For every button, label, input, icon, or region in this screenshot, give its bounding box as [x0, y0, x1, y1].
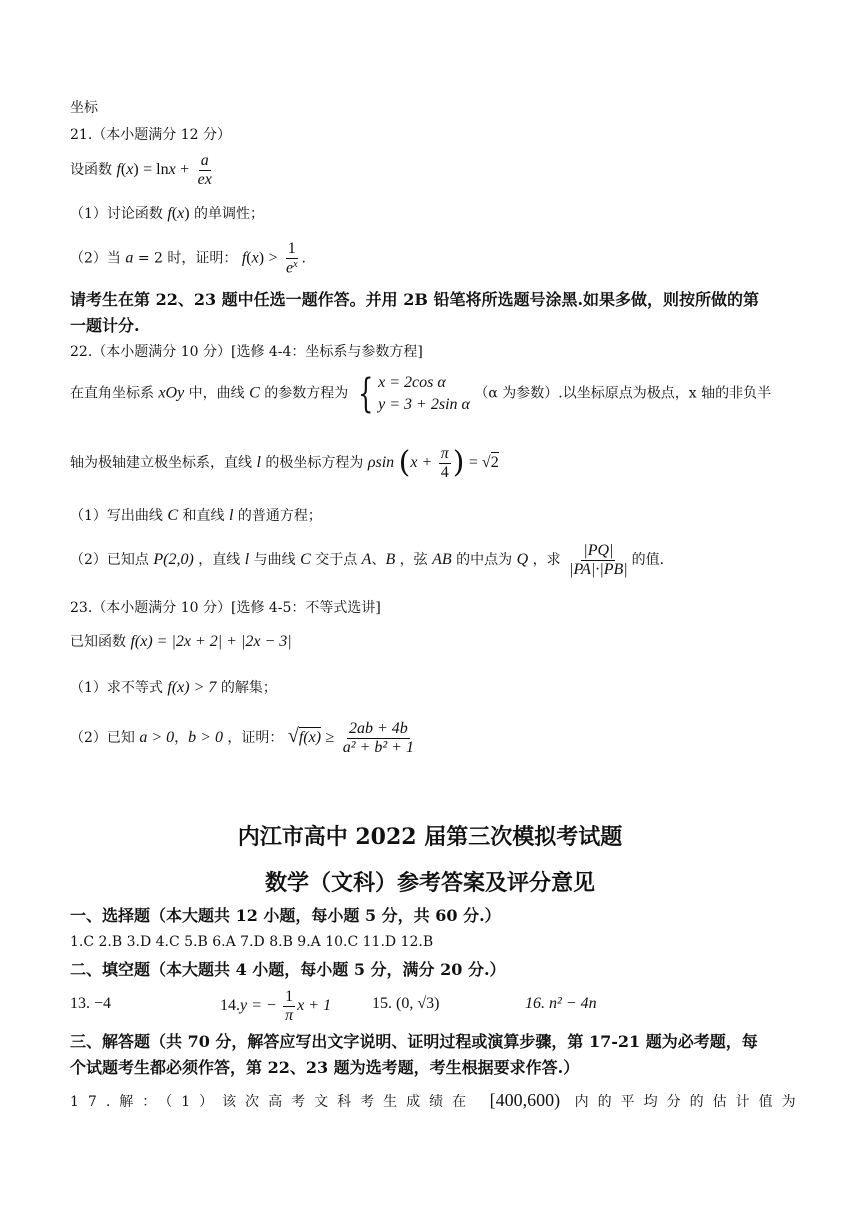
sec3-line2: 个试题考生都必须作答，第 22、23 题为选考题，考生根据要求作答.）: [70, 1058, 580, 1077]
answer-15: 15. (0, √3): [372, 995, 440, 1012]
sec2-header: 二、填空题（本大题共 4 小题，每小题 5 分，满分 20 分.）: [70, 960, 506, 979]
q22-ratio: $\frac{|PQ|}{|PA|\cdot|PB|}$: [569, 542, 628, 578]
answer-subtitle: 数学（文科）参考答案及评分意见: [264, 870, 595, 896]
q23-header: 23.（本小题满分 10 分）[选修 4-5：不等式选讲]: [70, 600, 381, 616]
q23-fraction: $\frac{2ab + 4b}{\text{a² + b² + 1}}$: [342, 720, 414, 756]
continued-word: 坐标: [70, 100, 98, 116]
answer-14: 14.y = − $\frac{1}{\pi}$ x + 1: [220, 988, 332, 1024]
sec1-header: 一、选择题（本大题共 12 小题，每小题 5 分，共 60 分.）: [70, 906, 501, 925]
q22-line2: 轴为极轴建立极坐标系，直线 l 的极坐标方程为 ρsin (x + $\frac{\pi}{4}$ ) = √2: [70, 445, 499, 481]
q17-line: 17.解：（1）该次高考文科考生成绩在 [400,600) 内的平均分的估计值为: [70, 1090, 805, 1110]
q22-line1: 在直角坐标系 xOy 中，曲线 C 的参数方程为 { x = 2cos α y = 3 + 2sin α （α 为参数）.以坐标原点为极点，x 轴的非负半: [70, 370, 772, 417]
q22-part1: （1）写出曲线 C 和直线 l 的普通方程；: [70, 507, 322, 524]
q21-fraction: $\frac{a}{ex}$: [197, 152, 212, 188]
sec1-answers: 1.C 2.B 3.D 4.C 5.B 6.A 7.D 8.B 9.A 10.C 11.D 12.B: [70, 934, 434, 950]
q21-part1: （1）讨论函数 f(x) 的单调性；: [70, 205, 265, 222]
q21-part2: （2）当 a = 2 时，证明： f(x) > $\frac{1}{e^x}$ .: [70, 240, 306, 277]
q23-part1: （1）求不等式 f(x) > 7 的解集；: [70, 679, 277, 696]
q22-header: 22.（本小题满分 10 分）[选修 4-4：坐标系与参数方程]: [70, 344, 423, 360]
instruction-line1: 请考生在第 22、23 题中任选一题作答。并用 2B 铅笔将所选题号涂黑.如果多做，则按所做的第: [70, 290, 760, 309]
q21-function: 设函数 f(x) = lnx + $\frac{a}{ex}$: [70, 152, 212, 188]
q23-function: 已知函数 f(x) = |2x + 2| + |2x − 3|: [70, 633, 292, 650]
q21-p2-fraction: $\frac{1}{e^x}$: [285, 240, 298, 277]
answer-13: 13. −4: [70, 995, 112, 1012]
instruction-line2: 一题计分.: [70, 316, 140, 335]
q22-part2: （2）已知点 P(2,0) ，直线 l 与曲线 C 交于点 A、B ，弦 AB 的中点为 Q ，求 $\frac{|PQ|}{|PA|\cdot|PB|}$ 的值.: [70, 542, 665, 578]
q21-intro: 设函数: [70, 162, 112, 179]
answer-16: 16. n² − 4n: [525, 995, 597, 1012]
q22-param-system: { x = 2cos α y = 3 + 2sin α: [357, 370, 470, 417]
sec3-line1: 三、解答题（共 70 分，解答应写出文字说明、证明过程或演算步骤，第 17-21 题为必考题，每: [70, 1032, 758, 1051]
answer-title: 内江市高中 2022 届第三次模拟考试题: [237, 824, 623, 850]
q23-part2: （2）已知 a > 0，b > 0 ，证明： √f(x) ≥ $\frac{2ab + 4b}{\text{a² + b² + 1}}$: [70, 720, 414, 756]
q21-header: 21.（本小题满分 12 分）: [70, 127, 231, 143]
